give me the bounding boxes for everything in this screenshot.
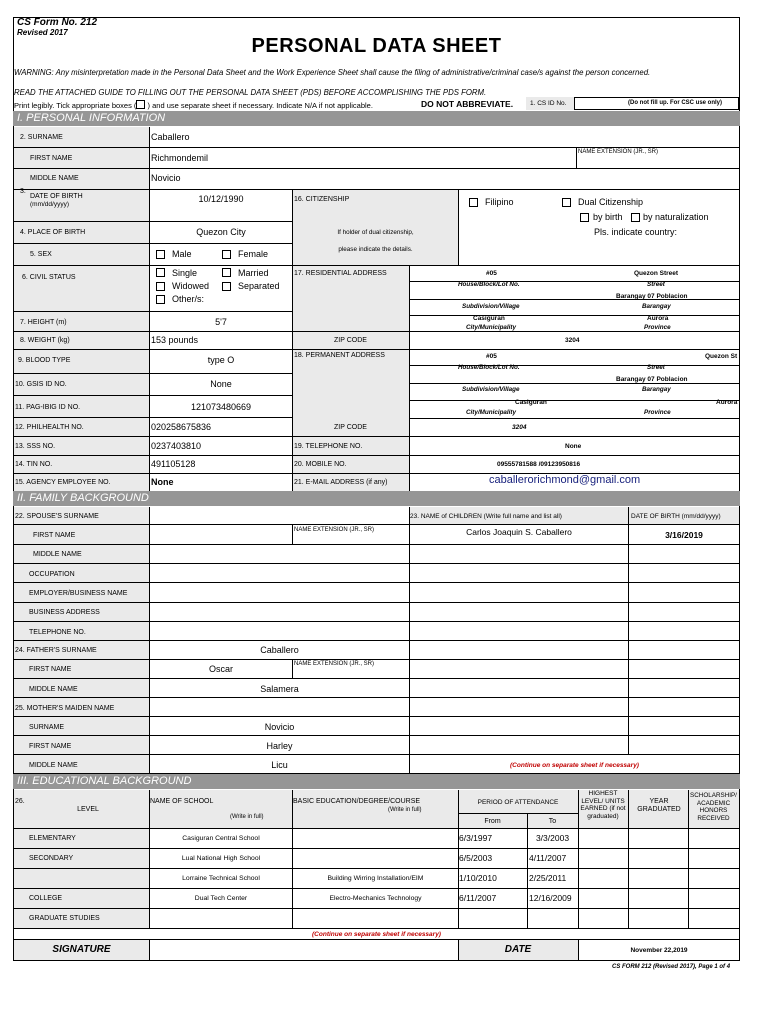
date-label: DATE bbox=[504, 944, 532, 955]
email-value[interactable]: caballerorichmond@gmail.com bbox=[489, 474, 641, 486]
name-ext-label: NAME EXTENSION (JR., SR) bbox=[578, 149, 659, 155]
first-name-value[interactable]: Richmondemil bbox=[151, 153, 209, 163]
tin-value[interactable]: 491105128 bbox=[151, 459, 196, 469]
res-street-sublabel: Street bbox=[647, 281, 665, 288]
year-graduated-header: YEAR GRADUATED bbox=[637, 798, 681, 813]
father-surname-label: 24. FATHER'S SURNAME bbox=[15, 647, 97, 654]
print-legibly-note bbox=[14, 99, 373, 111]
perm-barangay-sublabel: Barangay bbox=[642, 386, 671, 393]
page-title: PERSONAL DATA SHEET bbox=[251, 35, 502, 57]
edu-course[interactable]: Electro-Mechanics Technology bbox=[329, 895, 422, 902]
sss-value[interactable]: 0237403810 bbox=[151, 441, 202, 451]
gsis-label: 10. GSIS ID NO. bbox=[15, 381, 67, 388]
period-to-header: To bbox=[548, 818, 557, 825]
tin-label: 14. TIN NO. bbox=[15, 461, 53, 468]
surname-label: 2. SURNAME bbox=[20, 134, 63, 141]
course-header: BASIC EDUCATION/DEGREE/COURSE bbox=[293, 798, 421, 805]
perm-province-value[interactable]: Aurora bbox=[716, 399, 738, 406]
telephone-no-label: TELEPHONE NO. bbox=[29, 629, 86, 636]
separated-label: Separated bbox=[238, 281, 280, 291]
res-house-value[interactable]: #05 bbox=[486, 270, 497, 277]
res-street-value[interactable]: Quezon Street bbox=[634, 270, 679, 277]
dob-format: (mm/dd/yyyy) bbox=[30, 201, 69, 208]
spouse-middle-name-label: MIDDLE NAME bbox=[33, 551, 82, 558]
edu-to[interactable]: 4/11/2007 bbox=[529, 853, 567, 863]
signature-field[interactable] bbox=[150, 940, 458, 960]
sex-label: 5. SEX bbox=[30, 251, 52, 258]
gsis-value[interactable]: None bbox=[210, 379, 232, 389]
business-address-label: BUSINESS ADDRESS bbox=[29, 609, 100, 616]
perm-zip-label: ZIP CODE bbox=[334, 424, 367, 431]
spouse-name-ext-label: NAME EXTENSION (JR., SR) bbox=[294, 527, 375, 533]
res-house-sublabel: House/Block/Lot No. bbox=[458, 281, 520, 288]
child-dob-value[interactable]: 3/16/2019 bbox=[665, 530, 703, 540]
father-middle-name-value[interactable]: Salamera bbox=[260, 684, 299, 694]
dob-label: DATE OF BIRTH bbox=[30, 193, 83, 200]
period-header: PERIOD OF ATTENDANCE bbox=[477, 799, 559, 806]
res-province-value[interactable]: Aurora bbox=[647, 315, 669, 322]
edu-to[interactable]: 12/16/2009 bbox=[529, 893, 572, 903]
section-educational-background: III. EDUCATIONAL BACKGROUND bbox=[13, 774, 740, 789]
highest-level-header: HIGHEST LEVEL/ UNITS EARNED (if not graduated) bbox=[580, 790, 626, 820]
res-city-value[interactable]: Casiguran bbox=[473, 315, 505, 322]
dob-value[interactable]: 10/12/1990 bbox=[198, 194, 244, 204]
by-birth-checkbox[interactable] bbox=[580, 213, 589, 222]
citizenship-label: 16. CITIZENSHIP bbox=[294, 196, 350, 203]
dual-note-1: If holder of dual citizenship, bbox=[337, 229, 414, 236]
res-subdiv-sublabel: Subdivision/Village bbox=[462, 303, 520, 310]
philhealth-label: 12. PHILHEALTH NO. bbox=[15, 424, 84, 431]
perm-city-sublabel: City/Municipality bbox=[466, 409, 517, 416]
blood-type-label: 9. BLOOD TYPE bbox=[18, 357, 71, 364]
edu-level: GRADUATE STUDIES bbox=[29, 915, 100, 922]
perm-subdiv-sublabel: Subdivision/Village bbox=[462, 386, 520, 393]
edu-level: SECONDARY bbox=[29, 855, 74, 862]
edu-school[interactable]: Dual Tech Center bbox=[194, 895, 248, 902]
print-legibly-part1: Print legibly. Tick appropriate boxes ( bbox=[14, 101, 137, 110]
pob-label: 4. PLACE OF BIRTH bbox=[20, 229, 86, 236]
mother-first-name-label: FIRST NAME bbox=[29, 743, 72, 750]
education-continue-note: (Continue on separate sheet if necessary) bbox=[312, 931, 441, 938]
pagibig-value[interactable]: 121073480669 bbox=[190, 402, 252, 412]
mother-surname-value[interactable]: Novicio bbox=[264, 722, 295, 732]
blood-type-value[interactable]: type O bbox=[207, 355, 235, 365]
honors-header: SCHOLARSHIP/ ACADEMIC HONORS RECEIVED bbox=[690, 792, 737, 822]
separated-checkbox[interactable] bbox=[222, 282, 231, 291]
section-personal-info: I. PERSONAL INFORMATION bbox=[13, 111, 740, 126]
tick-box-sample bbox=[136, 100, 145, 109]
perm-barangay-value[interactable]: Barangay 07 Poblacion bbox=[616, 376, 688, 383]
dual-citizenship-checkbox[interactable] bbox=[562, 198, 571, 207]
height-label: 7. HEIGHT (m) bbox=[20, 319, 67, 326]
email-label: 21. E-MAIL ADDRESS (if any) bbox=[294, 479, 388, 486]
male-label: Male bbox=[172, 249, 192, 259]
employer-label: EMPLOYER/BUSINESS NAME bbox=[29, 590, 128, 597]
res-city-sublabel: City/Municipality bbox=[466, 324, 517, 331]
perm-city-value[interactable]: Casiguran bbox=[515, 399, 547, 406]
form-number: CS Form No. 212 bbox=[17, 17, 98, 28]
csc-use-note: (Do not fill up. For CSC use only) bbox=[628, 100, 722, 106]
family-continue-note: (Continue on separate sheet if necessary) bbox=[510, 762, 639, 769]
children-label: 23. NAME of CHILDREN (Write full name and list all) bbox=[410, 513, 562, 520]
married-checkbox[interactable] bbox=[222, 268, 231, 277]
date-value[interactable]: November 22,2019 bbox=[630, 947, 688, 954]
edu-level: ELEMENTARY bbox=[29, 835, 76, 842]
education-number: 26. bbox=[15, 798, 25, 805]
mother-maiden-name-label: 25. MOTHER'S MAIDEN NAME bbox=[15, 705, 115, 712]
perm-zip-value[interactable]: 3204 bbox=[512, 424, 527, 431]
res-zip-value[interactable]: 3204 bbox=[565, 337, 580, 344]
mother-middle-name-value[interactable]: Licu bbox=[271, 760, 288, 770]
school-header: NAME OF SCHOOL bbox=[150, 798, 214, 805]
edu-to[interactable]: 3/3/2003 bbox=[535, 833, 570, 843]
filipino-checkbox[interactable] bbox=[469, 198, 478, 207]
first-name-label: FIRST NAME bbox=[30, 155, 73, 162]
edu-school[interactable]: Casiguran Central School bbox=[182, 835, 260, 842]
perm-house-sublabel: House/Block/Lot No. bbox=[458, 364, 520, 371]
father-middle-name-label: MIDDLE NAME bbox=[29, 686, 78, 693]
middle-name-value[interactable]: Novicio bbox=[151, 173, 181, 183]
father-first-name-label: FIRST NAME bbox=[29, 666, 72, 673]
filipino-label: Filipino bbox=[485, 197, 514, 207]
school-write-full: (Write in full) bbox=[230, 814, 264, 820]
form-footer: CS FORM 212 (Revised 2017), Page 1 of 4 bbox=[612, 964, 731, 970]
print-legibly-part2: ) and use separate sheet if necessary. Indicate N/A if not applicable. bbox=[147, 101, 373, 110]
agency-employee-value[interactable]: None bbox=[151, 477, 174, 487]
philhealth-value[interactable]: 020258675836 bbox=[151, 422, 212, 432]
others-checkbox[interactable] bbox=[156, 295, 165, 304]
male-checkbox[interactable] bbox=[156, 250, 165, 259]
sss-label: 13. SSS NO. bbox=[15, 443, 56, 450]
occupation-label: OCCUPATION bbox=[29, 571, 75, 578]
edu-school[interactable]: Lorraine Technical School bbox=[182, 875, 260, 882]
read-guide-text: READ THE ATTACHED GUIDE TO FILLING OUT THE PERSONAL DATA SHEET (PDS) BEFORE ACCOMPLISHING THE PDS FORM. bbox=[14, 88, 487, 97]
edu-school[interactable]: Lual National High School bbox=[181, 855, 261, 862]
res-zip-label: ZIP CODE bbox=[334, 337, 367, 344]
widowed-label: Widowed bbox=[172, 281, 210, 291]
perm-street-value[interactable]: Quezon St bbox=[705, 353, 738, 360]
res-province-sublabel: Province bbox=[644, 324, 671, 331]
dual-note-2: please indicate the details. bbox=[338, 246, 413, 253]
section-family-background: II. FAMILY BACKGROUND bbox=[13, 491, 740, 506]
by-birth-label: by birth bbox=[593, 212, 623, 222]
res-barangay-sublabel: Barangay bbox=[642, 303, 671, 310]
spouse-first-name-label: FIRST NAME bbox=[33, 532, 76, 539]
revised-label: Revised 2017 bbox=[17, 28, 68, 37]
res-barangay-value[interactable]: Barangay 07 Poblacion bbox=[616, 293, 688, 300]
weight-value[interactable]: 153 pounds bbox=[151, 335, 199, 345]
edu-course[interactable]: Building Wirring Installation/EIM bbox=[327, 875, 424, 882]
signature-label: SIGNATURE bbox=[52, 944, 111, 955]
mother-surname-label: SURNAME bbox=[29, 724, 65, 731]
perm-street-sublabel: Street bbox=[647, 364, 665, 371]
course-write-full: (Write in full) bbox=[388, 807, 422, 813]
middle-name-label: MIDDLE NAME bbox=[30, 175, 79, 182]
mobile-label: 20. MOBILE NO. bbox=[294, 461, 347, 468]
widowed-checkbox[interactable] bbox=[156, 282, 165, 291]
edu-from[interactable]: 6/3/1997 bbox=[459, 833, 493, 843]
residential-address-label: 17. RESIDENTIAL ADDRESS bbox=[294, 270, 387, 277]
mother-middle-name-label: MIDDLE NAME bbox=[29, 762, 78, 769]
surname-value[interactable]: Caballero bbox=[151, 132, 190, 142]
permanent-address-label: 18. PERMANENT ADDRESS bbox=[294, 352, 385, 359]
female-label: Female bbox=[238, 249, 269, 259]
dual-citizenship-label: Dual Citizenship bbox=[578, 197, 644, 207]
mother-first-name-value[interactable]: Harley bbox=[266, 741, 293, 751]
period-from-header: From bbox=[484, 818, 501, 825]
father-first-name-value[interactable]: Oscar bbox=[208, 664, 233, 674]
child-dob-label: DATE OF BIRTH (mm/dd/yyyy) bbox=[631, 513, 721, 520]
father-surname-value[interactable]: Caballero bbox=[260, 645, 299, 655]
edu-from[interactable]: 1/10/2010 bbox=[459, 873, 497, 883]
cs-id-label: 1. CS ID No. bbox=[530, 100, 567, 107]
edu-from[interactable]: 6/5/2003 bbox=[459, 853, 493, 863]
married-label: Married bbox=[238, 268, 269, 278]
indicate-country-label: Pls. indicate country: bbox=[594, 227, 678, 237]
pagibig-label: 11. PAG-IBIG ID NO. bbox=[15, 404, 81, 411]
others-label: Other/s: bbox=[172, 294, 205, 304]
perm-house-value[interactable]: #05 bbox=[486, 353, 497, 360]
civil-status-label: 6. CIVIL STATUS bbox=[22, 274, 76, 281]
height-value[interactable]: 5'7 bbox=[215, 317, 227, 327]
edu-to[interactable]: 2/25/2011 bbox=[529, 873, 567, 883]
spouse-surname-label: 22. SPOUSE'S SURNAME bbox=[15, 513, 99, 520]
do-not-abbreviate: DO NOT ABBREVIATE. bbox=[421, 99, 514, 109]
by-naturalization-label: by naturalization bbox=[643, 212, 709, 222]
warning-text: WARNING: Any misinterpretation made in the Personal Data Sheet and the Work Experience Sheet shall cause the filing of administrative/criminal case/s against the person concerned. bbox=[14, 68, 651, 77]
pob-value[interactable]: Quezon City bbox=[196, 227, 246, 237]
father-name-ext-label: NAME EXTENSION (JR., SR) bbox=[294, 661, 375, 667]
female-checkbox[interactable] bbox=[222, 250, 231, 259]
single-label: Single bbox=[172, 268, 198, 278]
perm-province-sublabel: Province bbox=[644, 409, 671, 416]
child-name-value[interactable]: Carlos Joaquin S. Caballero bbox=[466, 527, 572, 537]
edu-level: COLLEGE bbox=[29, 895, 63, 902]
edu-from[interactable]: 6/11/2007 bbox=[459, 893, 497, 903]
single-checkbox[interactable] bbox=[156, 268, 165, 277]
education-level-header: LEVEL bbox=[77, 806, 99, 813]
telephone-value[interactable]: None bbox=[565, 443, 582, 450]
weight-label: 8. WEIGHT (kg) bbox=[20, 337, 70, 344]
dob-number: 3. bbox=[20, 188, 26, 195]
telephone-label: 19. TELEPHONE NO. bbox=[294, 443, 363, 450]
agency-employee-label: 15. AGENCY EMPLOYEE NO. bbox=[15, 479, 111, 486]
mobile-value[interactable]: 09555781588 /09123950816 bbox=[497, 461, 581, 468]
by-naturalization-checkbox[interactable] bbox=[631, 213, 640, 222]
